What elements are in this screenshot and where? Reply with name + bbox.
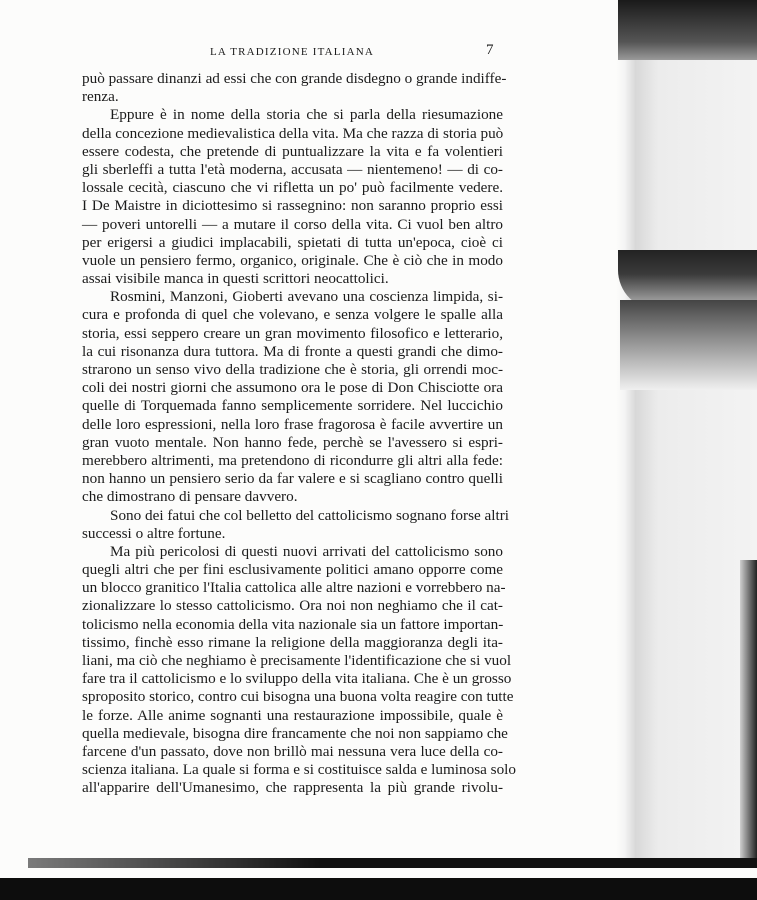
text-line: per erigersi a giudici implacabili, spietati di tutta un'epoca, cioè ci xyxy=(82,233,503,251)
text-line: gran vuoto mentale. Non hanno fede, perchè se l'avessero si espri- xyxy=(82,433,503,451)
page-number: 7 xyxy=(486,42,494,58)
scan-bottom-bar xyxy=(28,858,757,868)
text-line: Sono dei fatui che col belletto del cattolicismo sognano forse altri xyxy=(110,506,509,524)
text-line: essere codesta, che pretende di puntualizzare la vita e fa volentieri xyxy=(82,142,503,160)
scan-edge-right-strip xyxy=(740,560,757,900)
scan-bottom-edge xyxy=(0,878,757,900)
text-line: successi o altre fortune. xyxy=(82,524,226,542)
text-line: Rosmini, Manzoni, Gioberti avevano una coscienza limpida, si- xyxy=(110,288,503,306)
text-line: fare tra il cattolicismo e lo sviluppo della vita italiana. Che è un grosso xyxy=(82,670,512,688)
scan-edge-dark-middle xyxy=(618,250,757,310)
body-text xyxy=(82,70,516,798)
text-line: della concezione medievalistica della vita. Ma che razza di storia può xyxy=(82,124,504,142)
text-line: cura e profonda di quel che volevano, e senza volgere le spalle alla xyxy=(82,306,503,324)
text-line: le forze. Alle anime sognanti una restaurazione impossibile, quale è xyxy=(82,706,503,724)
text-line: gli sberleffi a tutta l'età moderna, accusata — nientemeno! — di co- xyxy=(82,160,503,178)
text-line: tolicismo nella economia della vita nazionale sia un fattore importan- xyxy=(82,615,504,633)
text-line: zionalizzare lo stesso cattolicismo. Ora noi non neghiamo che il cat- xyxy=(82,597,503,615)
scan-bottom-gap xyxy=(0,868,757,878)
text-line: che dimostrano di pensare davvero. xyxy=(82,488,298,506)
text-line: I De Maistre in diciottesimo si rassegnino: non saranno proprio essi xyxy=(82,197,503,215)
text-line: merebbero altrimenti, ma pretendono di ricondurre gli altri alla fede: xyxy=(82,451,503,469)
text-line: farcene d'un passato, dove non brillò mai nessuna vera luce della co- xyxy=(82,742,503,760)
text-line: Ma più pericolosi di questi nuovi arrivati del cattolicismo sono xyxy=(110,542,503,560)
text-line: un blocco granitico l'Italia cattolica alle altre nazioni e vorrebbero na- xyxy=(82,579,506,597)
text-line: scienza italiana. La quale si forma e si costituisce salda e luminosa solo xyxy=(82,761,516,779)
text-line: tissimo, finchè esso rimane la religione della maggioranza degli ita- xyxy=(82,633,503,651)
text-line: all'apparire dell'Umanesimo, che rappresenta la più grande rivolu- xyxy=(82,779,503,797)
scan-edge-dark-top xyxy=(618,0,757,60)
text-line: liani, ma ciò che neghiamo è precisamente l'identificazione che si vuol xyxy=(82,652,512,669)
text-line: vuole un pensiero fermo, organico, originale. Che è ciò che in modo xyxy=(82,251,503,269)
running-header: LA TRADIZIONE ITALIANA xyxy=(209,46,374,58)
text-line: quella medievale, bisogna dire francamente che noi non sappiamo che xyxy=(82,724,508,742)
text-line: — poveri untorelli — a mutare il corso della vita. Ci vuol ben altro xyxy=(82,215,503,233)
text-line: sproposito storico, contro cui bisogna una buona volta reagire con tutte xyxy=(82,688,514,706)
text-line: lossale cecità, ciascuno che vi rifletta un po' può facilmente vedere. xyxy=(82,179,503,197)
text-line: non hanno un pensiero serio da far valere e si scagliano contro quelli xyxy=(82,470,503,488)
text-line: strarono un senso vivo della tradizione che è storia, gli orrendi moc- xyxy=(82,361,503,378)
text-line: quegli altri che per fini esclusivamente politici amano opporre come xyxy=(82,561,503,579)
text-line: delle loro espressioni, nella loro frase fragorosa è facile avvertire un xyxy=(82,415,503,433)
text-line: la cui risonanza dura tuttora. Ma di fronte a questi grandi che dimo- xyxy=(82,342,503,360)
text-line: renza. xyxy=(82,88,119,106)
text-line: quelle di Torquemada fanno semplicemente sorridere. Nel luccichio xyxy=(82,397,503,415)
text-line: può passare dinanzi ad essi che con grande disdegno o grande indiffe- xyxy=(82,70,507,87)
scan-edge-shadow xyxy=(616,0,757,900)
text-line: Eppure è in nome della storia che si parla della riesumazione xyxy=(110,106,503,124)
text-line: storia, essi seppero creare un gran movimento filosofico e letterario, xyxy=(82,324,503,342)
text-line: assai visibile manca in questi scrittori neocattolici. xyxy=(82,270,389,288)
scan-edge-gradient xyxy=(620,300,757,390)
text-line: coli dei nostri giorni che assumono ora le pose di Don Chisciotte ora xyxy=(82,379,503,397)
